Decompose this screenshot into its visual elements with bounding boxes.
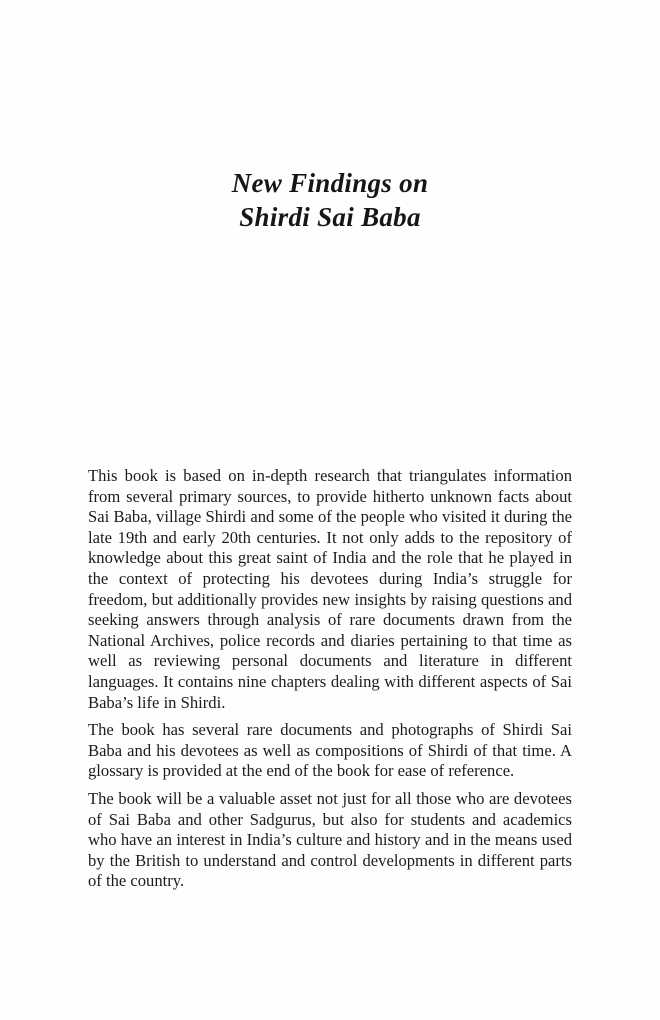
paragraph-3: The book will be a valuable asset not just for all those who are devotees of Sai Baba and other Sadgurus, but also for students and academics who have an interest in India’s culture and history and in the means used by the British to understand and control developments in different parts of the country. — [88, 788, 572, 891]
book-description — [88, 466, 572, 892]
title-line-1: New Findings on — [231, 168, 429, 198]
paragraph-2: The book has several rare documents and photographs of Shirdi Sai Baba and his devotees as well as compositions of Shirdi of that time. A glossary is provided at the end of the book for ease of reference. — [88, 720, 572, 781]
title-line-2: Shirdi Sai Baba — [239, 202, 421, 232]
paragraph-1: This book is based on in-depth research that triangulates information from several primary sources, to provide hitherto unknown facts about Sai Baba, village Shirdi and some of the people who visited it during the late 19th and early 20th centuries. It not only adds to the repository of knowledge about this great saint of India and the role that he played in the context of protecting his devotees during India’s struggle for freedom, but additionally provides new insights by raising questions and seeking answers through analysis of rare documents drawn from the National Archives, police records and diaries pertaining to that time as well as reviewing personal documents and literature in different languages. It contains nine chapters dealing with different aspects of Sai Baba’s life in Shirdi. — [88, 466, 572, 712]
book-title — [0, 166, 660, 234]
